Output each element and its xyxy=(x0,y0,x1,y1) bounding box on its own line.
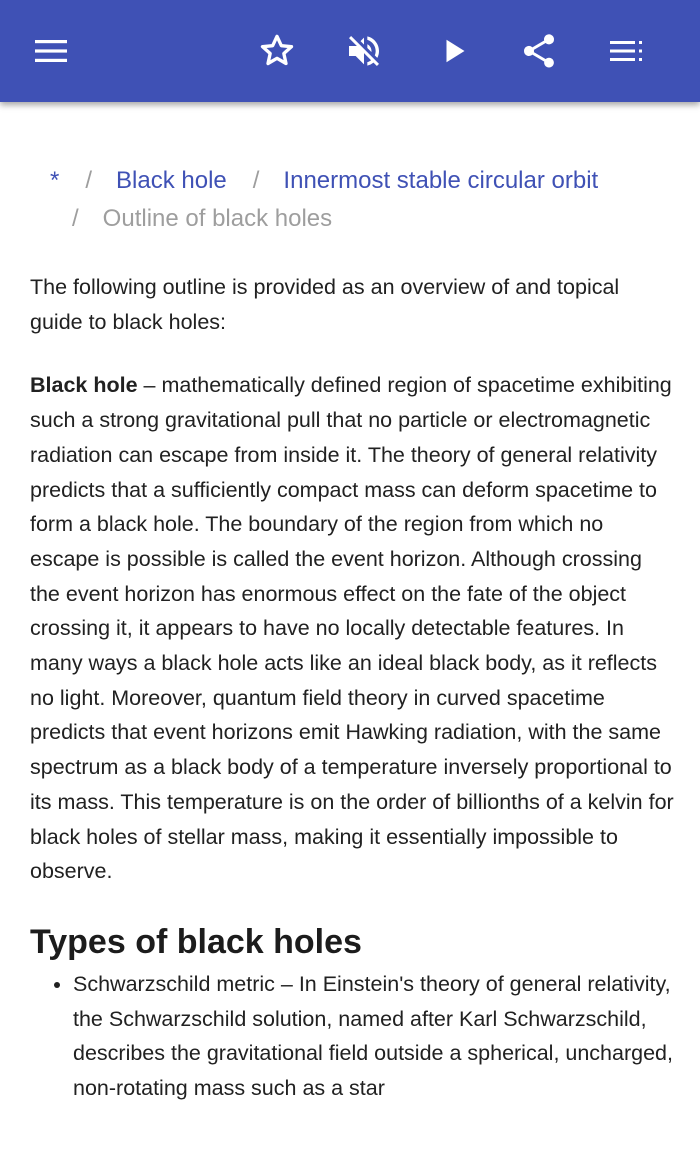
definition-term: Black hole xyxy=(30,373,138,398)
share-icon xyxy=(519,31,559,71)
breadcrumb-link-black-hole[interactable]: Black hole xyxy=(116,167,227,194)
hamburger-menu-icon xyxy=(33,33,69,69)
favorite-button[interactable] xyxy=(247,21,307,81)
article-content[interactable] xyxy=(0,102,700,1167)
breadcrumb-separator: / xyxy=(85,167,93,194)
list-icon xyxy=(609,33,645,69)
star-outline-icon xyxy=(257,31,297,71)
volume-off-icon xyxy=(344,31,384,71)
definition-text: – mathematically defined region of spacetime exhibiting such a strong gravitational pull that no particle or electromagnetic radiation can escape from inside it. The theory of general relativity predicts that a sufficiently compact mass can deform spacetime to form a black hole. The boundary of the region from which no escape is possible is called the event horizon. Although crossing the event horizon has enormous effect on the fate of the object crossing it, it appears to have no locally detectable features. In many ways a black hole acts like an ideal black body, as it reflects no light. Moreover, quantum field theory in curved spacetime predicts that event horizons emit Hawking radiation, with the same spectrum as a black body of a temperature inversely proportional to its mass. This temperature is on the order of billionths of a kelvin for black holes of stellar mass, making it essentially impossible to observe. xyxy=(30,373,674,884)
share-button[interactable] xyxy=(509,21,569,81)
intro-paragraph: The following outline is provided as an overview of and topical guide to black holes: xyxy=(30,275,620,334)
play-button[interactable] xyxy=(424,21,484,81)
breadcrumb-separator: / xyxy=(72,205,79,232)
breadcrumb-link-isco[interactable]: Innermost stable circular orbit xyxy=(283,167,599,194)
breadcrumb-link-home[interactable]: * xyxy=(50,167,60,194)
play-icon xyxy=(436,33,472,69)
section-heading: Types of black holes xyxy=(30,922,362,961)
article-body xyxy=(30,270,675,1106)
list-item: • Schwarzschild metric – In Einstein's theory of general relativity, the Schwarzschild solution, named after Karl Schwarzschild, describes the gravitational field outside a spherical, uncharged, non-rotating mass such as a star xyxy=(73,967,675,1106)
definition-paragraph xyxy=(30,368,675,889)
contents-button[interactable] xyxy=(597,21,657,81)
mute-button[interactable] xyxy=(334,21,394,81)
breadcrumb-separator: / xyxy=(252,167,260,194)
types-list xyxy=(30,967,675,1106)
menu-button[interactable] xyxy=(21,21,81,81)
breadcrumb-current: Outline of black holes xyxy=(102,205,333,232)
app-bar xyxy=(0,0,700,102)
